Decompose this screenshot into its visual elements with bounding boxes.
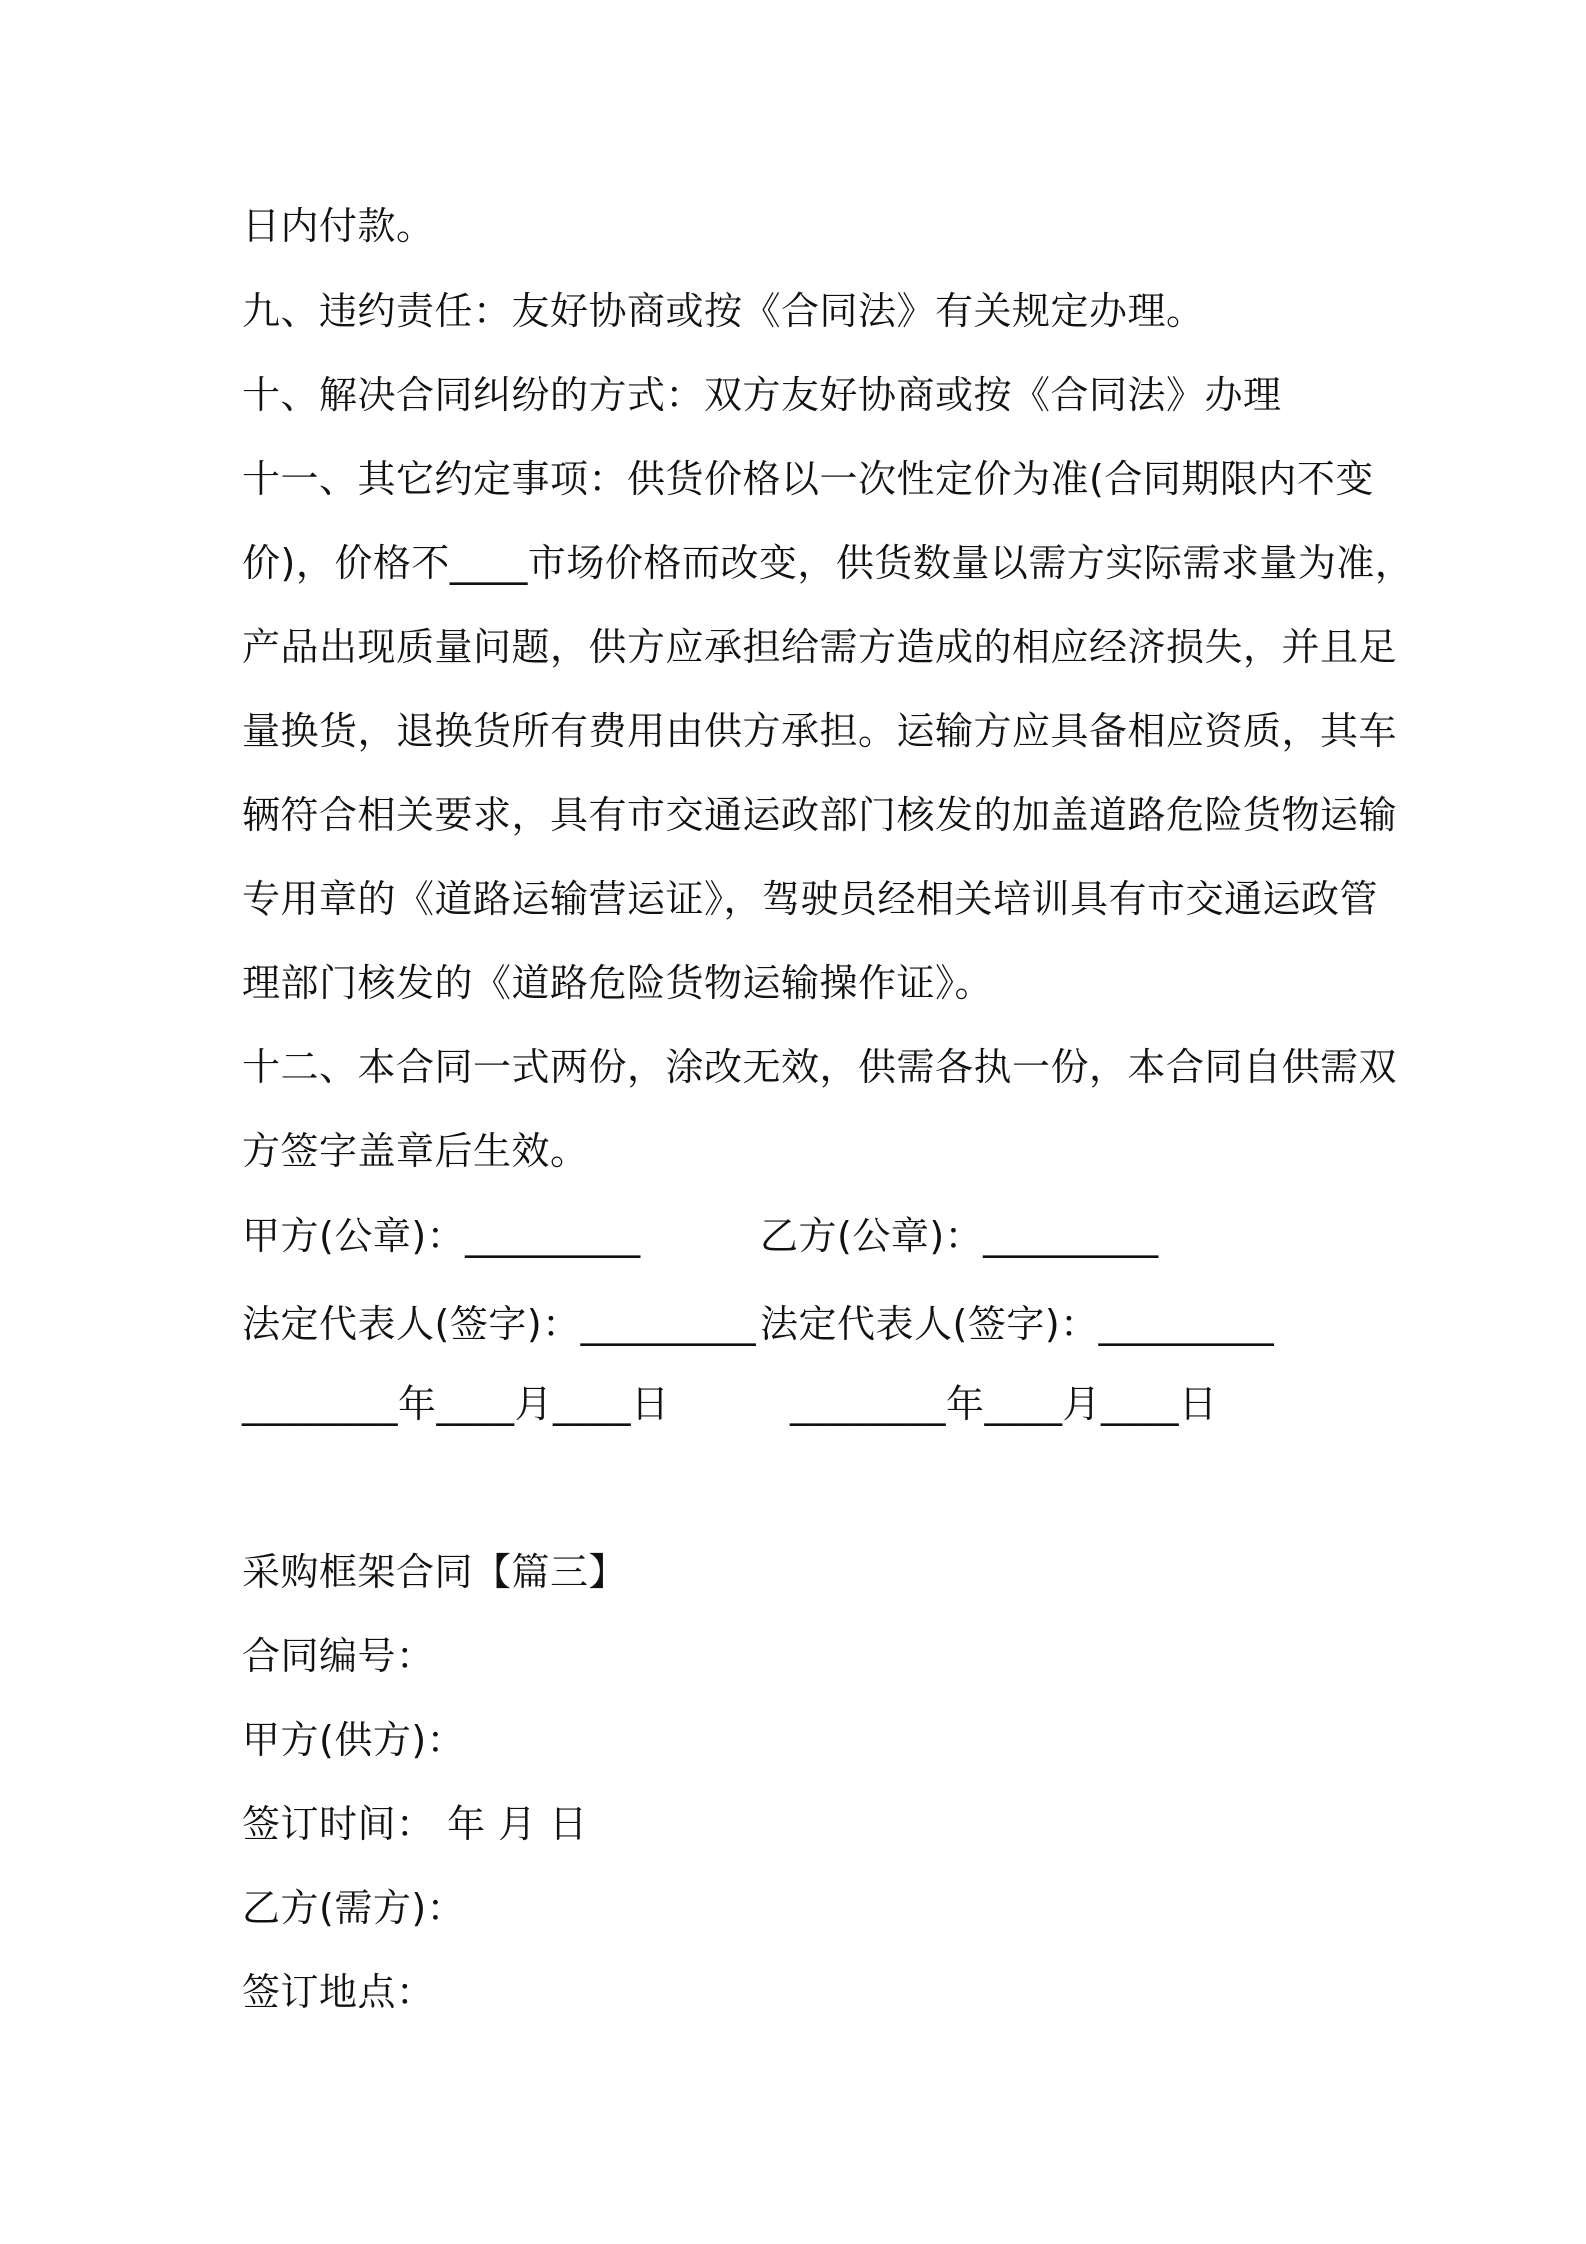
party-a-representative: 法定代表人(签字)：_________ [242, 1302, 757, 1346]
party-a-date: ________年____月____日 [242, 1382, 670, 1426]
party-a-seal: 甲方(公章)：_________ [242, 1214, 641, 1258]
section-3-title: 采购框架合同【篇三】 [242, 1550, 628, 1594]
clause-11-other-line-4: 量换货，退换货所有费用由供方承担。运输方应具备相应资质，其车 [242, 709, 1398, 753]
clause-12-copies-line-2: 方签字盖章后生效。 [242, 1129, 589, 1173]
party-b-buyer-label: 乙方(需方)： [242, 1886, 466, 1930]
party-b-seal: 乙方(公章)：_________ [760, 1214, 1159, 1258]
party-b-date: ________年____月____日 [790, 1382, 1218, 1426]
clause-10-dispute: 十、解决合同纠纷的方式：双方友好协商或按《合同法》办理 [242, 373, 1282, 417]
clause-11-other-line-3: 产品出现质量问题，供方应承担给需方造成的相应经济损失，并且足 [242, 625, 1398, 669]
body-line-1: 日内付款。 [242, 204, 435, 248]
signing-place-label: 签订地点： [242, 1970, 435, 2014]
signing-time-label: 签订时间： 年 月 日 [242, 1802, 588, 1846]
contract-number-label: 合同编号： [242, 1634, 435, 1678]
party-b-representative: 法定代表人(签字)：_________ [760, 1302, 1275, 1346]
clause-11-other-line-5: 辆符合相关要求，具有市交通运政部门核发的加盖道路危险货物运输 [242, 793, 1398, 837]
clause-9-breach: 九、违约责任：友好协商或按《合同法》有关规定办理。 [242, 289, 1205, 333]
clause-11-other-line-1: 十一、其它约定事项：供货价格以一次性定价为准(合同期限内不变 [242, 457, 1374, 501]
party-a-supplier-label: 甲方(供方)： [242, 1718, 466, 1762]
clause-11-other-line-2: 价)，价格不____市场价格而改变，供货数量以需方实际需求量为准， [242, 541, 1414, 585]
clause-11-other-line-6: 专用章的《道路运输营运证》，驾驶员经相关培训具有市交通运政管 [242, 877, 1379, 921]
clause-11-other-line-7: 理部门核发的《道路危险货物运输操作证》。 [242, 961, 994, 1005]
clause-12-copies-line-1: 十二、本合同一式两份，涂改无效，供需各执一份，本合同自供需双 [242, 1045, 1398, 1089]
